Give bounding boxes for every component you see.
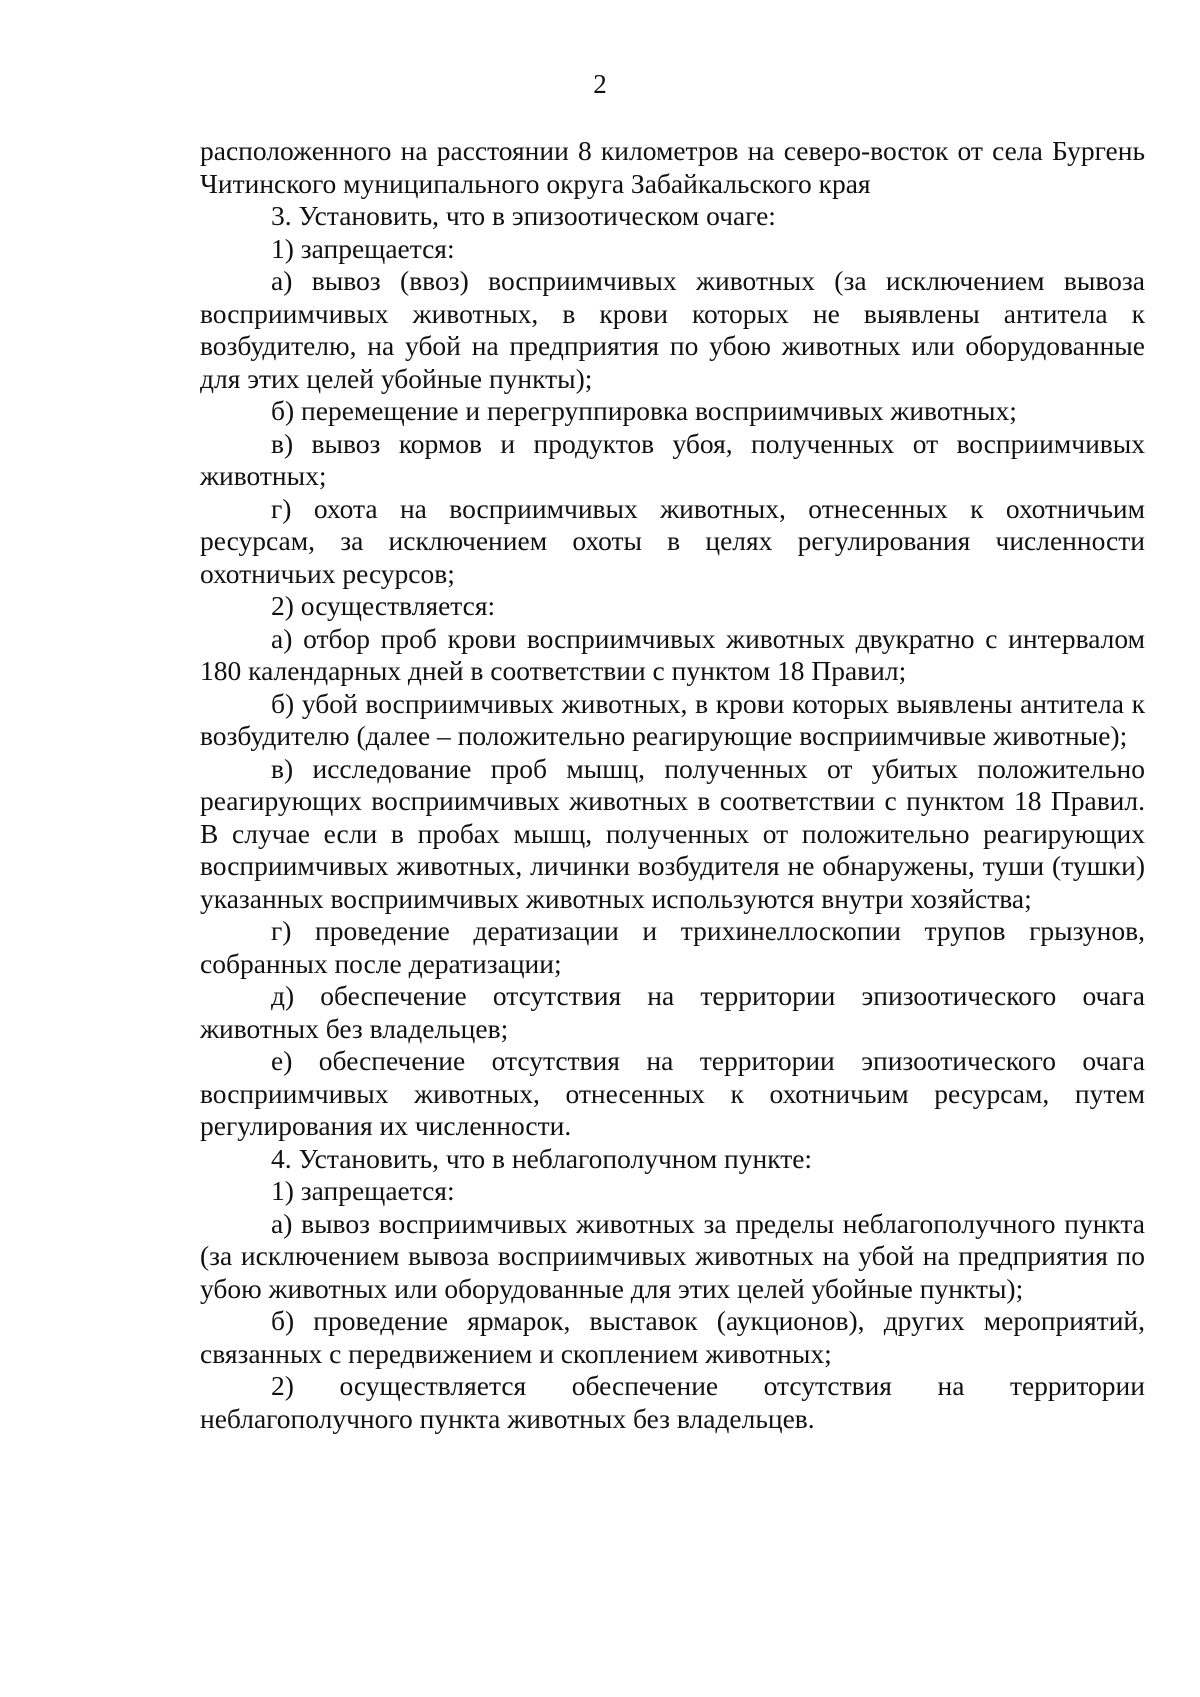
paragraph-item-4: 4. Установить, что в неблагополучном пункте: [271,1142,813,1174]
page-number: 2 [593,69,607,99]
paragraph-3-1-a: а) вывоз (ввоз) восприимчивых животных (за исключением вывоза восприимчивых животных, в крови которых не выявлены антитела к возбудителю, на убой на предприятия по убою животных или оборудованные для этих целей убойные пункты); [200,265,1145,394]
paragraph-4-2: 2) осуществляется обеспечение отсутствия на территории неблагополучного пункта животных без владельцев. [200,1370,1145,1434]
paragraph-4-1: 1) запрещается: [271,1175,455,1206]
paragraph-3-1: 1) запрещается: [271,232,455,264]
paragraph-3-2-d: д) обеспечение отсутствия на территории эпизоотического очага животных без владельцев; [200,980,1145,1044]
paragraph-3-1-v: в) вывоз кормов и продуктов убоя, полученных от восприимчивых животных; [200,427,1145,491]
document-body [200,135,1145,1435]
paragraph-continuation: расположенного на расстоянии 8 километров на северо-восток от села Бургень Читинского муниципального округа Забайкальского края [200,135,1145,199]
paragraph-3-2-a: а) отбор проб крови восприимчивых животных двукратно с интервалом 180 календарных дней в соответствии с пунктом 18 Правил; [200,622,1145,686]
paragraph-3-2-v: в) исследование проб мышц, полученных от убитых положительно реагирующих восприимчивых животных в соответствии с пунктом 18 Правил. В случае если в пробах мышц, полученных от положительно реагирующих восприимчивых животных, личинки возбудителя не обнаружены, туши (тушки) указанных восприимчивых животных используются внутри хозяйства; [200,752,1145,914]
paragraph-item-3: 3. Установить, что в эпизоотическом очаге: [271,200,776,231]
paragraph-3-2-g: г) проведение дератизации и трихинеллоскопии трупов грызунов, собранных после дератизации; [200,915,1145,979]
paragraph-3-1-b: б) перемещение и перегруппировка восприимчивых животных; [271,395,1017,426]
paragraph-3-2: 2) осуществляется: [271,590,496,621]
paragraph-4-1-b: б) проведение ярмарок, выставок (аукционов), других мероприятий, связанных с передвижением и скоплением животных; [200,1305,1145,1369]
paragraph-3-2-e: е) обеспечение отсутствия на территории эпизоотического очага восприимчивых животных, отнесенных к охотничьим ресурсам, путем регулирования их численности. [200,1045,1145,1141]
paragraph-3-1-g: г) охота на восприимчивых животных, отнесенных к охотничьим ресурсам, за исключением охоты в целях регулирования численности охотничьих ресурсов; [200,492,1145,589]
paragraph-4-1-a: а) вывоз восприимчивых животных за пределы неблагополучного пункта (за исключением вывоза восприимчивых животных на убой на предприятия по убою животных или оборудованные для этих целей убойные пункты); [200,1207,1145,1304]
paragraph-3-2-b: б) убой восприимчивых животных, в крови которых выявлены антитела к возбудителю (далее – положительно реагирующие восприимчивые животные); [200,687,1145,751]
